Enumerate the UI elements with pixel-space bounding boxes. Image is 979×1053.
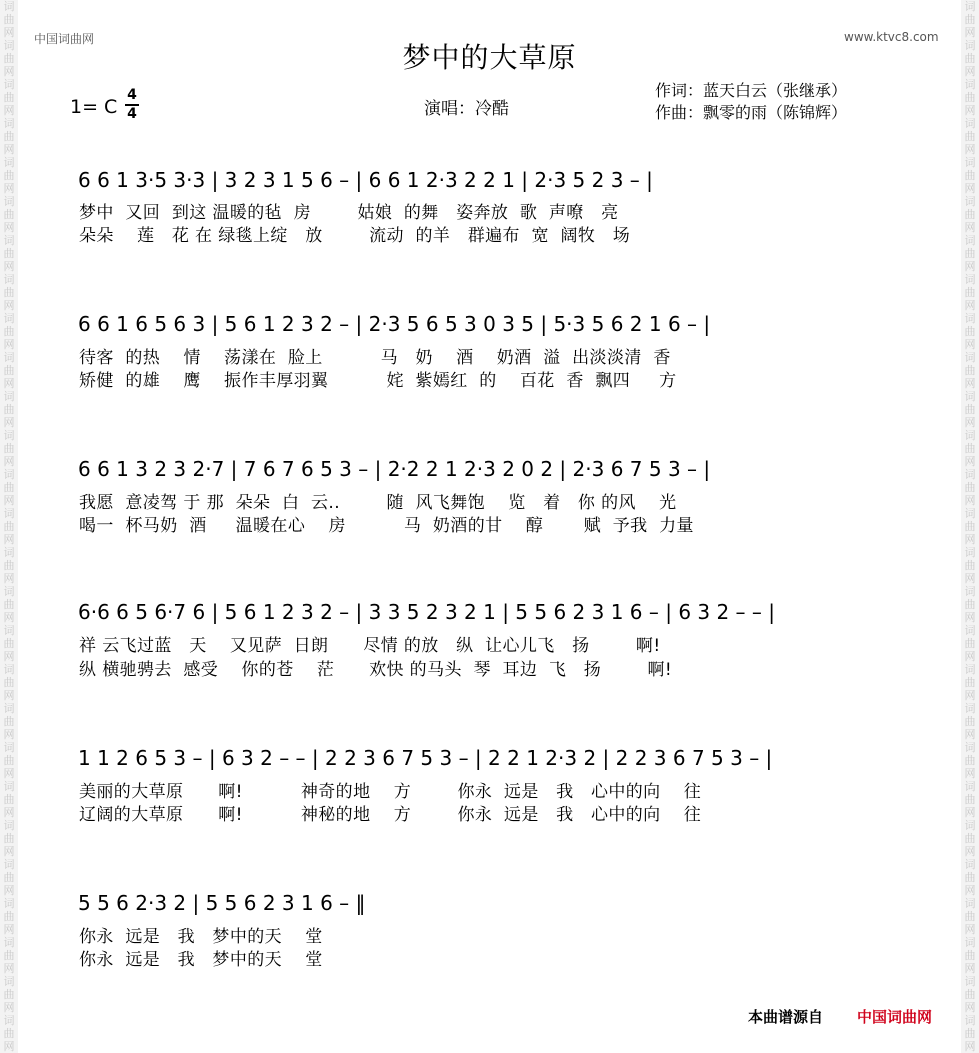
composer-credit: 作曲：飘零的雨（陈锦辉）: [655, 103, 848, 122]
left-watermark-text: 词曲网词曲网词曲网词曲网词曲网词曲网词曲网词曲网词曲网词曲网词曲网词曲网词曲网词曲网词曲网词曲网词曲网词曲网词曲网词曲网词曲网词曲网词曲网词曲网词曲网词曲网词曲网: [3, 0, 15, 1053]
notation-line-1: [78, 164, 898, 198]
lyric-line-3-verse-2: 喝一 杯马奶 酒 温暖在心 房 马 奶酒的甘 醇 赋 予我 力量: [79, 516, 694, 536]
lyric-line-1-verse-2: 朵朵 莲 花 在 绿毯上绽 放 流动 的羊 群遍布 宽 阔牧 场: [79, 226, 631, 246]
watermark-site-url[interactable]: www.ktvc8.com: [844, 30, 939, 44]
lyric-line-6-verse-1: 你永 远是 我 梦中的天 堂: [79, 927, 323, 947]
notation-text: 5 5 6 2·3 2 | 5 5 6 2 3 1 6 – ‖: [78, 891, 366, 915]
notation-text: 6 6 1 6 5 6 3 | 5 6 1 2 3 2 – | 2·3 5 6 5 3 0 3 5 | 5·3 5 6 2 1 6 – |: [78, 312, 711, 336]
watermark-site-name: 中国词曲网: [34, 32, 95, 46]
key-signature: 1= C: [70, 96, 118, 118]
time-signature-top: 4: [127, 87, 137, 103]
notation-text: 1 1 2 6 5 3 – | 6 3 2 – – | 2 2 3 6 7 5 3 – | 2 2 1 2·3 2 | 2 2 3 6 7 5 3 – |: [78, 746, 773, 770]
right-watermark-text: 词曲网词曲网词曲网词曲网词曲网词曲网词曲网词曲网词曲网词曲网词曲网词曲网词曲网词曲网词曲网词曲网词曲网词曲网词曲网词曲网词曲网词曲网词曲网词曲网词曲网词曲网词曲网: [964, 0, 976, 1053]
time-signature-bottom: 4: [127, 106, 137, 122]
notation-text: 6 6 1 3 2 3 2·7 | 7 6 7 6 5 3 – | 2·2 2 1 2·3 2 0 2 | 2·3 6 7 5 3 – |: [78, 457, 711, 481]
lyric-line-3-verse-1: 我愿 意凌驾 于 那 朵朵 白 云.. 随 风飞舞饱 览 着 你 的风 光: [79, 493, 677, 513]
lyric-line-2-verse-1: 待客 的热 情 荡漾在 脸上 马 奶 酒 奶酒 溢 出淡淡清 香: [79, 348, 671, 368]
lyric-line-4-verse-2: 纵 横驰骋去 感受 你的苍 茫 欢快 的马头 琴 耳边 飞 扬 啊!: [79, 660, 673, 680]
notation-line-6: [78, 887, 898, 921]
lyric-line-5-verse-1: 美丽的大草原 啊! 神奇的地 方 你永 远是 我 心中的向 往: [79, 782, 702, 802]
lyric-line-4-verse-1: 祥 云飞过蓝 天 又见萨 日朗 尽情 的放 纵 让心儿飞 扬 啊!: [79, 636, 661, 656]
lyric-line-1-verse-1: 梦中 又回 到这 温暖的毡 房 姑娘 的舞 姿奔放 歌 声嘹 亮: [79, 203, 619, 223]
notation-text: 6·6 6 5 6·7 6 | 5 6 1 2 3 2 – | 3 3 5 2 3 2 1 | 5 5 6 2 3 1 6 – | 6 3 2 – – |: [78, 600, 776, 624]
singer-credit: 演唱：冷酷: [424, 99, 509, 119]
notation-text: 6 6 1 3·5 3·3 | 3 2 3 1 5 6 – | 6 6 1 2·3 2 2 1 | 2·3 5 2 3 – |: [78, 168, 653, 192]
source-site-link[interactable]: 中国词曲网: [857, 1008, 933, 1026]
notation-line-5: [78, 742, 898, 776]
song-title: 梦中的大草原: [402, 41, 577, 74]
lyric-line-5-verse-2: 辽阔的大草原 啊! 神秘的地 方 你永 远是 我 心中的向 往: [79, 805, 702, 825]
lyric-line-2-verse-2: 矫健 的雄 鹰 振作丰厚羽翼 姹 紫嫣红 的 百花 香 飘四 方: [79, 371, 677, 391]
source-label: 本曲谱源自: [748, 1008, 824, 1026]
notation-line-3: [78, 453, 898, 487]
notation-line-4: [78, 596, 898, 630]
time-signature: [125, 88, 139, 122]
lyric-line-6-verse-2: 你永 远是 我 梦中的天 堂: [79, 950, 323, 970]
lyricist-credit: 作词：蓝天白云（张继承）: [655, 81, 848, 100]
notation-line-2: [78, 308, 898, 342]
